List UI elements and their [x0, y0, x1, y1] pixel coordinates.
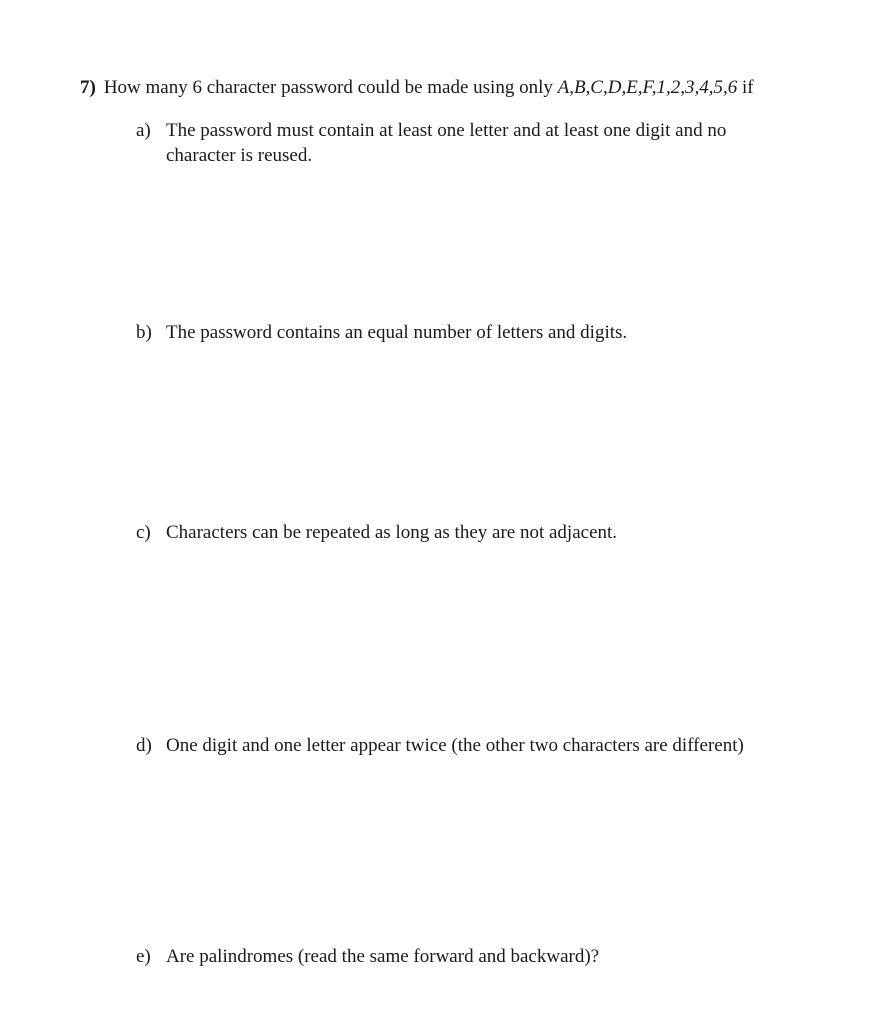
question-charset: A,B,C,D,E,F,1,2,3,4,5,6 [557, 77, 738, 98]
part-text: Characters can be repeated as long as they are not adjacent. [166, 522, 618, 543]
part-label: e) [136, 946, 151, 967]
part-label: b) [136, 322, 152, 343]
part-text: Are palindromes (read the same forward and backward)? [166, 946, 600, 967]
question-number: 7) [80, 77, 96, 98]
part-b [136, 320, 776, 345]
part-label: d) [136, 735, 152, 756]
part-label: a) [136, 120, 151, 141]
part-text: One digit and one letter appear twice (the other two characters are different) [166, 735, 744, 756]
part-a [136, 118, 776, 168]
question-7 [80, 76, 754, 100]
question-text-before: How many 6 character password could be made using only [103, 77, 558, 98]
part-text: The password must contain at least one letter and at least one digit and no character is reused. [166, 120, 727, 166]
part-d [136, 733, 776, 758]
part-label: c) [136, 522, 151, 543]
part-e [136, 944, 776, 969]
part-c [136, 520, 776, 545]
question-text-after: if [737, 77, 754, 98]
part-text: The password contains an equal number of letters and digits. [166, 322, 628, 343]
